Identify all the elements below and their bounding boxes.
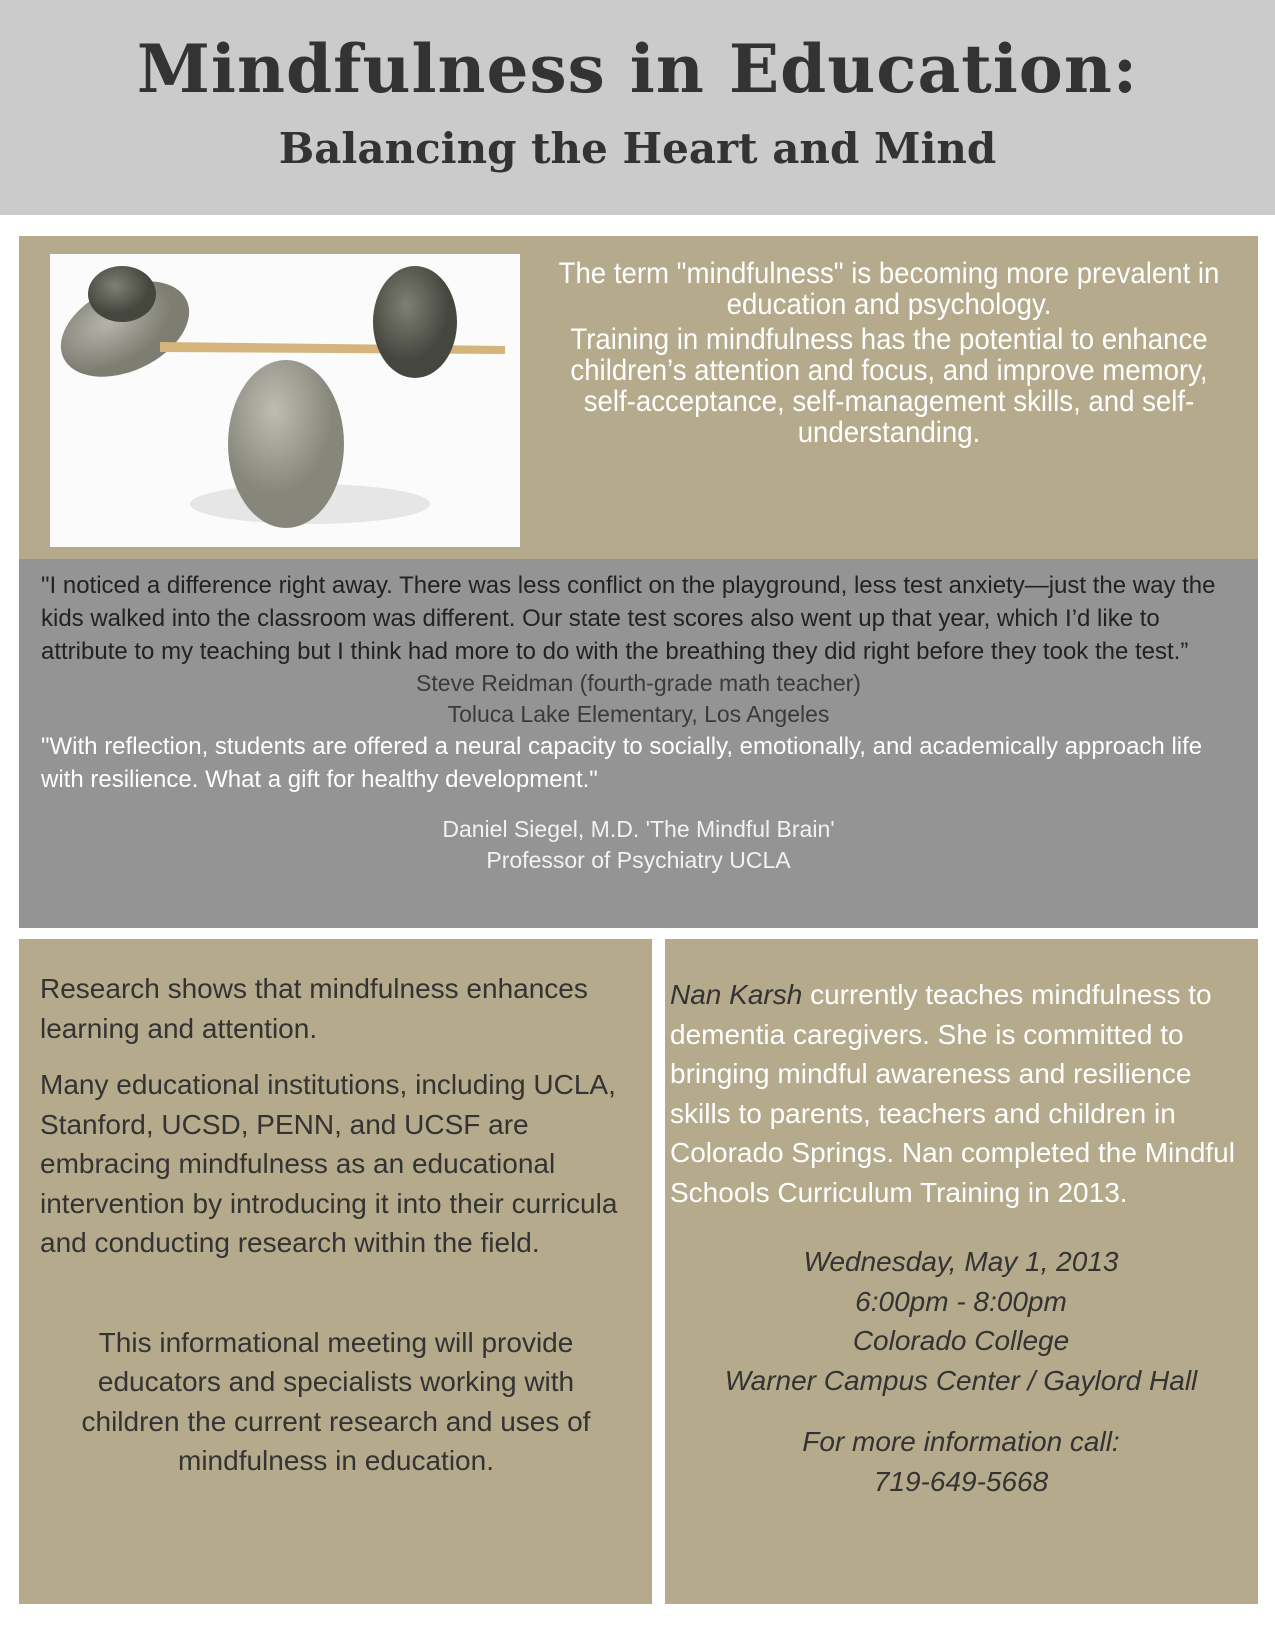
presenter-bio-text: currently teaches mindfulness to dementia caregivers. She is committed to bringing mindful awareness and resilience skills to parents, teachers and children in Colorado Springs. Nan completed the Mindful Schools Curriculum Training in 2013. — [670, 979, 1235, 1208]
header-banner — [0, 0, 1275, 215]
event-time: 6:00pm - 8:00pm — [855, 1285, 1067, 1317]
quote-attribution: Steve Reidman (fourth-grade math teacher) — [416, 670, 861, 696]
intro-paragraph-2: Training in mindfulness has the potential to enhance children’s attention and focus, and improve memory, self-acceptance, self-management skills, and self-understanding. — [570, 323, 1208, 449]
page-title: Mindfulness in Education: — [136, 30, 1139, 108]
event-details — [670, 1242, 1252, 1501]
research-panel — [19, 939, 652, 1604]
presenter-bio — [670, 975, 1252, 1212]
phone-number: 719-649-5668 — [873, 1465, 1049, 1497]
quote-attribution: Toluca Lake Elementary, Los Angeles — [447, 701, 830, 727]
quote-attribution: Daniel Siegel, M.D. 'The Mindful Brain' — [442, 816, 835, 842]
presenter-panel — [665, 939, 1258, 1604]
intro-paragraph-1: The term "mindfulness" is becoming more prevalent in education and psychology. — [558, 257, 1220, 321]
quote-text: "I noticed a difference right away. There was less conflict on the playground, less test anxiety—just the way the kids walked into the classroom was different. Our state test scores also went up that year, which I’d like to attribute to my teaching but I think had more to do with the breathing they did right before they took the test.” — [41, 572, 1216, 665]
quote-attribution: Professor of Psychiatry UCLA — [486, 847, 791, 873]
balancing-stones-image — [50, 254, 520, 547]
intro-text — [558, 258, 1220, 452]
quotes-panel — [19, 559, 1258, 928]
event-date: Wednesday, May 1, 2013 — [803, 1246, 1119, 1277]
quote-text: "With reflection, students are offered a neural capacity to socially, emotionally, and academically approach life with resilience. What a gift for healthy development." — [41, 733, 1203, 793]
meeting-description: This informational meeting will provide educators and specialists working with children the current research and uses of mindfulness in education. — [81, 1326, 591, 1476]
page-subtitle: Balancing the Heart and Mind — [278, 124, 997, 173]
info-label: For more information call: — [802, 1426, 1120, 1457]
event-venue: Colorado College — [852, 1325, 1070, 1356]
presenter-name: Nan Karsh — [670, 979, 803, 1010]
research-paragraph: Research shows that mindfulness enhances learning and attention. — [40, 973, 588, 1044]
institutions-paragraph: Many educational institutions, including UCLA, Stanford, UCSD, PENN, and UCSF are embracing mindfulness as an educational intervention by introducing it into their curricula and conducting research within the field. — [40, 1069, 618, 1258]
event-location: Warner Campus Center / Gaylord Hall — [724, 1364, 1198, 1396]
intro-panel — [19, 236, 1258, 559]
